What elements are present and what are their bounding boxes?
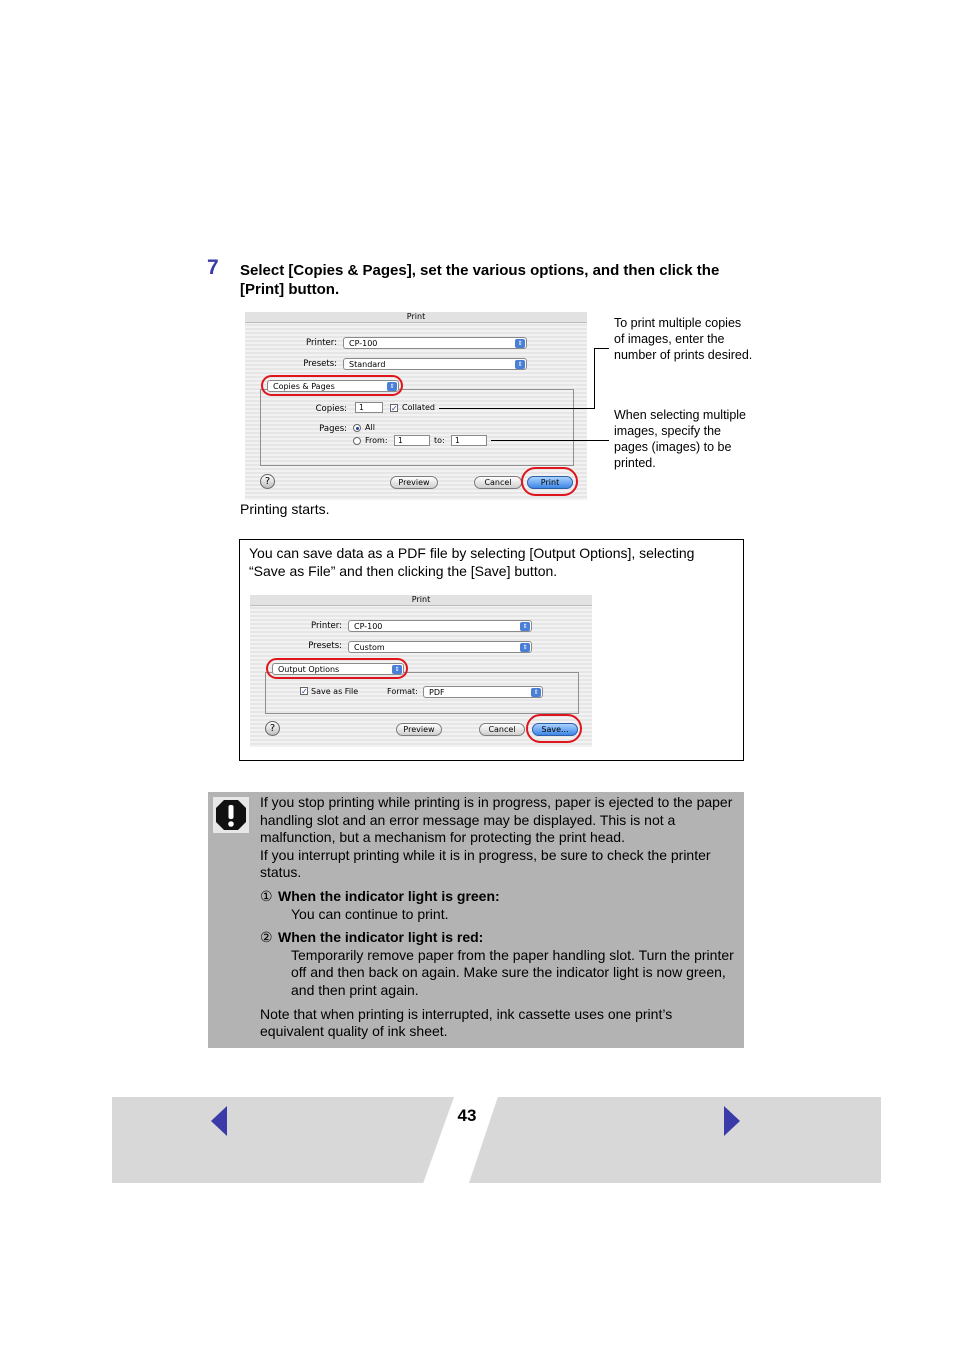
popup-arrows-icon: ⇕	[531, 688, 541, 697]
left-arrow-icon[interactable]	[211, 1106, 227, 1136]
presets-select[interactable]	[343, 358, 527, 370]
leader-line	[594, 348, 609, 349]
pages-callout: When selecting multiple images, specify the pages (images) to be printed.	[614, 408, 747, 470]
item-number: ①	[260, 887, 273, 904]
caution-note: Note that when printing is interrupted, ink cassette uses one print’s equivalent quality of ink sheet.	[260, 1005, 673, 1040]
to-label: to:	[434, 436, 445, 445]
dialog-title: Print	[250, 595, 592, 606]
caution-paragraph: If you interrupt printing while it is in progress, be sure to check the printer status.	[260, 846, 711, 881]
format-label: Format:	[387, 687, 418, 696]
printer-select[interactable]	[348, 620, 532, 632]
from-field[interactable]: 1	[394, 435, 430, 446]
caution-paragraph: If you stop printing while printing is in progress, paper is ejected to the paper handling slot and an error message may be displayed. This is not a malfunction, but a mechanism for protecting the print head.	[260, 794, 733, 846]
printer-label: Printer:	[311, 621, 342, 631]
presets-select[interactable]	[348, 641, 532, 653]
panel-value: Copies & Pages	[273, 382, 335, 391]
pages-from-radio[interactable]	[353, 437, 361, 445]
caution-exclamation-icon	[213, 797, 249, 833]
preview-button[interactable]: Preview	[390, 476, 438, 489]
pages-all-radio[interactable]	[353, 424, 361, 432]
next-page-panel[interactable]	[469, 1097, 881, 1183]
printer-value: CP-100	[354, 622, 383, 631]
print-button[interactable]: Print	[527, 476, 573, 489]
pages-all-label: All	[365, 423, 375, 432]
save-button[interactable]: Save...	[532, 723, 578, 736]
page-number: 43	[457, 1106, 477, 1125]
leader-line	[439, 408, 594, 409]
panel-value: Output Options	[278, 665, 340, 674]
popup-arrows-icon: ⇕	[520, 622, 530, 631]
pages-label: Pages:	[319, 424, 347, 434]
step-number: 7	[207, 256, 219, 279]
dialog-title: Print	[245, 312, 587, 323]
save-as-file-label: Save as File	[311, 687, 359, 696]
step-title: Select [Copies & Pages], set the various options, and then click the [Print] button.	[240, 262, 720, 298]
output-options-dialog	[250, 595, 592, 747]
print-dialog	[245, 312, 587, 500]
popup-arrows-icon: ⇕	[392, 665, 402, 674]
highlight-ring	[261, 375, 403, 396]
popup-arrows-icon: ⇕	[515, 360, 525, 369]
help-button[interactable]: ?	[265, 721, 280, 736]
caution-item	[260, 929, 738, 947]
presets-label: Presets:	[308, 641, 342, 651]
pdf-note-text: You can save data as a PDF file by selecting [Output Options], selecting “Save as File” and then clicking the [Save] button.	[249, 545, 695, 579]
printer-select[interactable]	[343, 337, 527, 349]
right-arrow-icon[interactable]	[724, 1106, 740, 1136]
to-field[interactable]: 1	[451, 435, 487, 446]
format-value: PDF	[429, 688, 445, 697]
highlight-ring	[266, 658, 408, 679]
printer-value: CP-100	[349, 339, 378, 348]
collated-checkbox[interactable]: ✓	[391, 404, 398, 413]
preview-button[interactable]: Preview	[396, 723, 442, 736]
item-body: You can continue to print.	[291, 905, 449, 922]
leader-line	[491, 440, 609, 441]
item-title: When the indicator light is green:	[278, 887, 500, 904]
leader-line	[594, 348, 595, 409]
collated-label: Collated	[402, 403, 435, 412]
caution-text	[260, 794, 738, 1041]
presets-value: Standard	[349, 360, 386, 369]
printing-starts-text: Printing starts.	[240, 501, 330, 517]
popup-arrows-icon: ⇕	[520, 643, 530, 652]
help-button[interactable]: ?	[260, 474, 275, 489]
presets-value: Custom	[354, 643, 385, 652]
item-body: Temporarily remove paper from the paper handling slot. Turn the printer off and then back on again. Make sure the indicator light is now green, and then print again.	[291, 946, 734, 998]
highlight-ring	[521, 467, 578, 496]
cancel-button[interactable]: Cancel	[479, 723, 525, 736]
copies-field[interactable]: 1	[355, 402, 383, 413]
save-as-file-checkbox[interactable]: ✓	[301, 687, 308, 696]
presets-label: Presets:	[303, 359, 337, 369]
highlight-ring	[526, 714, 582, 743]
caution-item	[260, 888, 738, 906]
previous-page-panel[interactable]	[112, 1097, 454, 1183]
item-title: When the indicator light is red:	[278, 929, 484, 946]
copies-callout: To print multiple copies of images, enter the number of prints desired.	[614, 316, 753, 362]
popup-arrows-icon: ⇕	[387, 382, 397, 391]
item-number: ②	[260, 929, 273, 946]
format-select[interactable]	[423, 686, 543, 698]
cancel-button[interactable]: Cancel	[474, 476, 522, 489]
from-label: From:	[365, 436, 388, 445]
copies-label: Copies:	[315, 404, 347, 414]
printer-label: Printer:	[306, 338, 337, 348]
popup-arrows-icon: ⇕	[515, 339, 525, 348]
